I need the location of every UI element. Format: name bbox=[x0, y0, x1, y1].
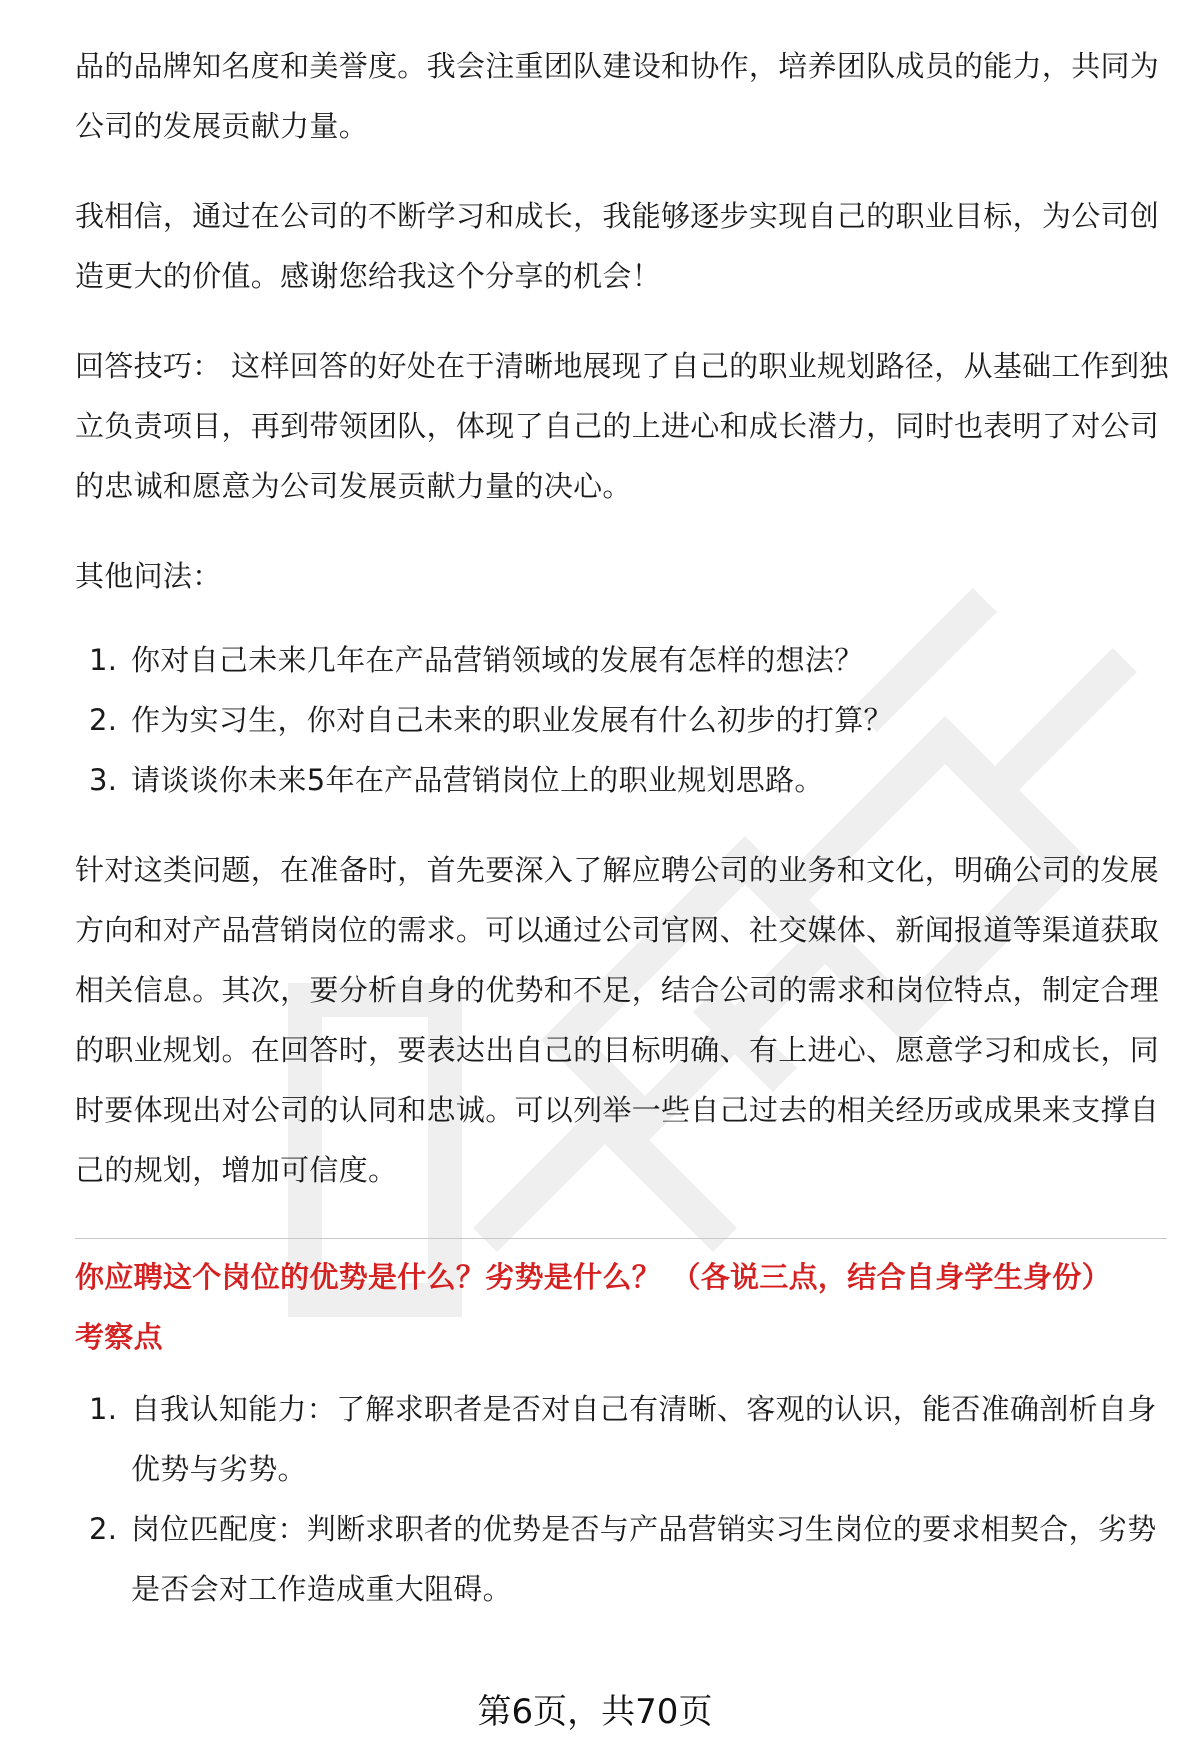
list-item-text: 作为实习生，你对自己未来的职业发展有什么初步的打算？ bbox=[131, 703, 893, 737]
list-item-text: 你对自己未来几年在产品营销领域的发展有怎样的想法？ bbox=[131, 643, 864, 677]
list-item-number: 1. bbox=[89, 1392, 118, 1426]
list-item bbox=[75, 1379, 1170, 1499]
question-heading: 你应聘这个岗位的优势是什么？劣势是什么？ （各说三点，结合自身学生身份） bbox=[75, 1260, 1111, 1294]
main-content bbox=[75, 36, 1170, 1619]
list-item-number: 3. bbox=[89, 763, 118, 797]
paragraph-preparation-advice: 针对这类问题，在准备时，首先要深入了解应聘公司的业务和文化，明确公司的发展方向和对产品营销岗位的需求。可以通过公司官网、社交媒体、新闻报道等渠道获取相关信息。其次，要分析自身的优势和不足，结合公司的需求和岗位特点，制定合理的职业规划。在回答时，要表达出自己的目标明确、有上进心、愿意学习和成长，同时要体现出对公司的认同和忠诚。可以列举一些自己过去的相关经历或成果来支撑自己的规划，增加可信度。 bbox=[75, 853, 1160, 1187]
paragraph-closing: 我相信，通过在公司的不断学习和成长，我能够逐步实现自己的职业目标，为公司创造更大的价值。感谢您给我这个分享的机会！ bbox=[75, 199, 1160, 293]
list-item-text: 岗位匹配度：判断求职者的优势是否与产品营销实习生岗位的要求相契合，劣势是否会对工作造成重大阻碍。 bbox=[131, 1512, 1157, 1606]
other-questions-list bbox=[75, 630, 1170, 810]
list-item-number: 2. bbox=[89, 1512, 118, 1546]
list-item-text: 请谈谈你未来5年在产品营销岗位上的职业规划思路。 bbox=[131, 763, 824, 797]
paragraph-answer-tips: 回答技巧： 这样回答的好处在于清晰地展现了自己的职业规划路径，从基础工作到独立负责项目，再到带领团队，体现了自己的上进心和成长潜力，同时也表明了对公司的忠诚和愿意为公司发展贡献力量的决心。 bbox=[75, 349, 1169, 503]
list-item-number: 1. bbox=[89, 643, 118, 677]
other-questions-label: 其他问法： bbox=[75, 559, 222, 593]
list-item-number: 2. bbox=[89, 703, 118, 737]
list-item bbox=[75, 1499, 1170, 1619]
assessment-points-label: 考察点 bbox=[75, 1320, 163, 1354]
assessment-points-list bbox=[75, 1379, 1170, 1619]
list-item-text: 自我认知能力：了解求职者是否对自己有清晰、客观的认识，能否准确剖析自身优势与劣势。 bbox=[131, 1392, 1157, 1486]
list-item bbox=[75, 630, 1170, 690]
list-item bbox=[75, 690, 1170, 750]
list-item bbox=[75, 750, 1170, 810]
paragraph-intro-continued: 品的品牌知名度和美誉度。我会注重团队建设和协作，培养团队成员的能力，共同为公司的发展贡献力量。 bbox=[75, 49, 1160, 143]
page-number-footer: 第6页，共70页 bbox=[477, 1692, 713, 1732]
